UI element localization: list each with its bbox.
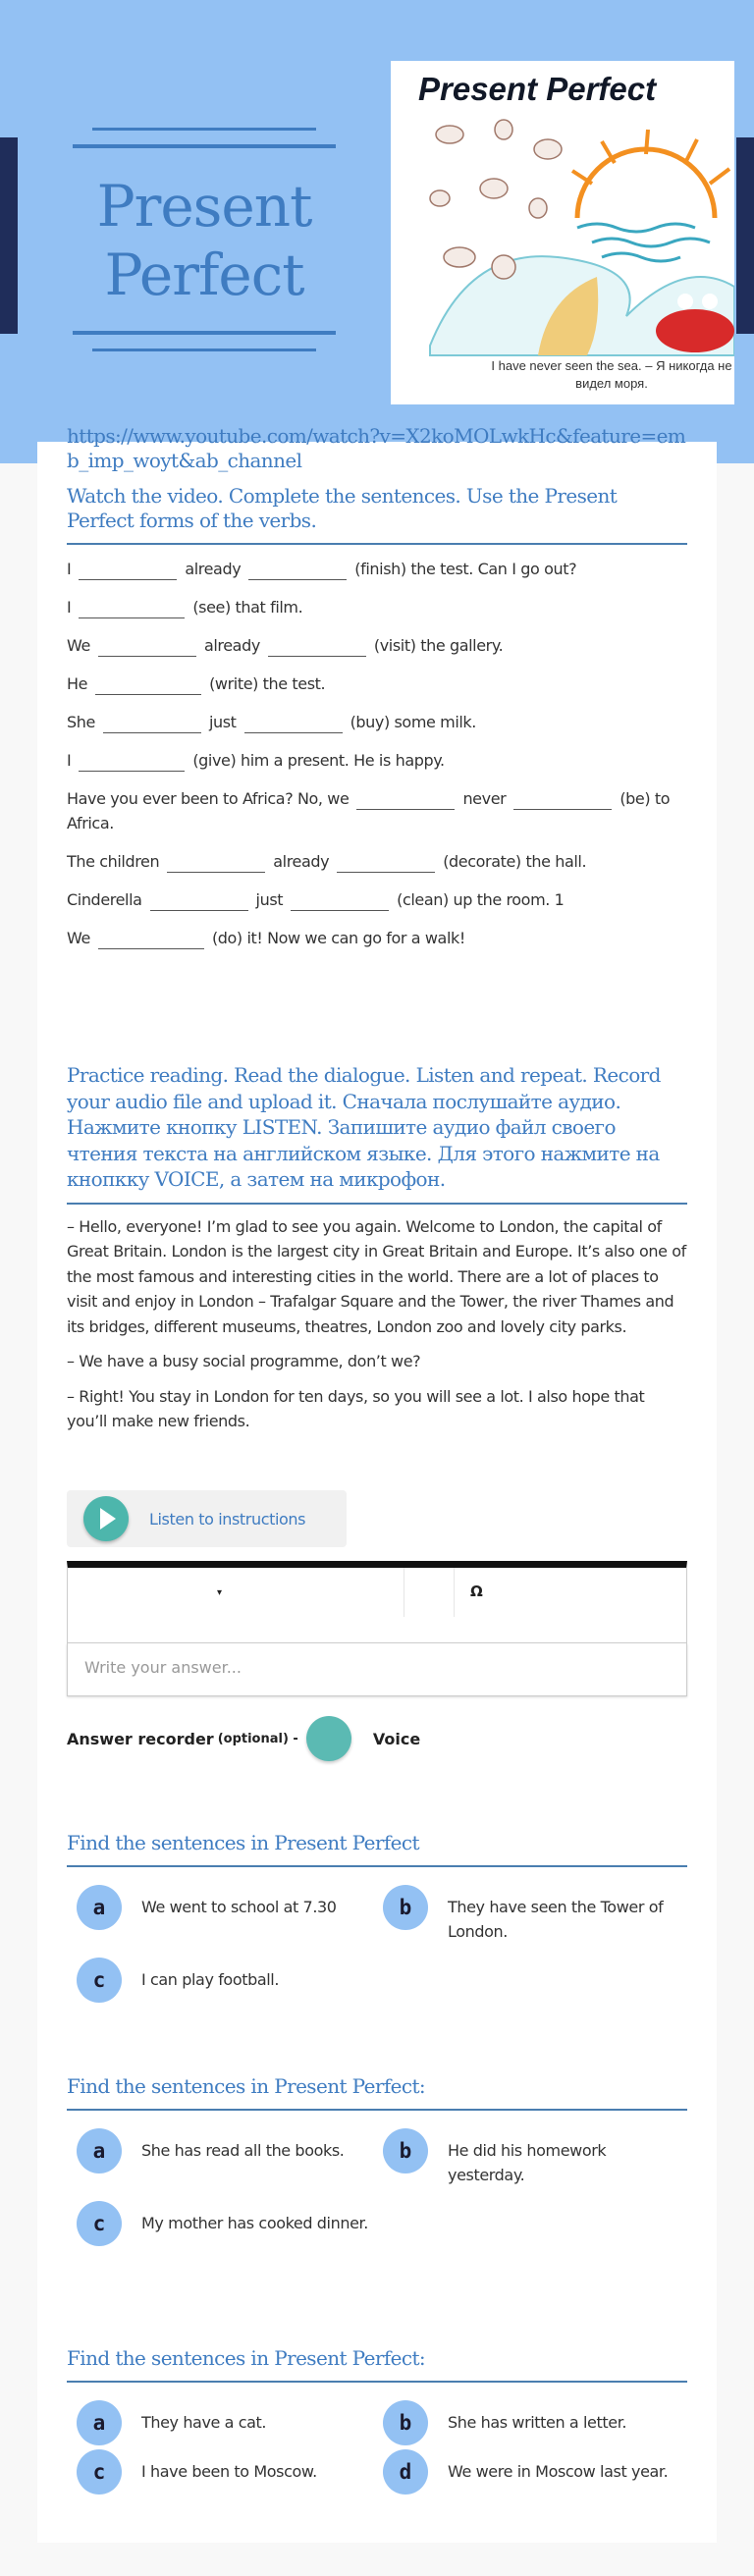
sentence-item — [67, 710, 687, 734]
sentence-text: already — [185, 560, 242, 578]
sentence-text: (finish) the test. Can I go out? — [354, 560, 577, 578]
recorder-optional: (optional) - — [217, 1731, 298, 1746]
hero-banner — [0, 0, 754, 463]
sea-illustration — [391, 61, 734, 404]
dialogue-line: – Right! You stay in London for ten days, so you will see a lot. I also hope that you’ll make new friends. — [67, 1386, 645, 1430]
sentence-text: just — [208, 713, 237, 731]
special-character-button[interactable]: Ω — [470, 1583, 483, 1600]
sentence-item — [67, 557, 687, 581]
task5-options — [67, 2400, 687, 2495]
answer-input[interactable]: Write your answer... — [67, 1643, 687, 1696]
blank-input[interactable] — [337, 853, 435, 873]
option-text: She has written a letter. — [448, 2413, 627, 2432]
option-letter-badge: b — [383, 2128, 428, 2174]
answer-option[interactable] — [373, 2449, 687, 2495]
sentence-text: (clean) up the room. 1 — [397, 890, 565, 909]
title-line: Present — [96, 173, 312, 240]
answer-option[interactable] — [67, 2449, 373, 2495]
blank-input[interactable] — [79, 561, 177, 580]
task3-section — [67, 1831, 687, 2003]
answer-option[interactable] — [67, 2128, 373, 2187]
option-text: My mother has cooked dinner. — [141, 2214, 368, 2232]
answer-option[interactable] — [67, 1885, 373, 1944]
sentence-text: He — [67, 674, 88, 693]
option-text: He did his homework yesterday. — [448, 2141, 607, 2184]
editor-toolbar — [67, 1561, 687, 1643]
task5-title: Find the sentences in Present Perfect: — [67, 2346, 426, 2370]
option-text: They have seen the Tower of London. — [448, 1898, 664, 1941]
sentence-text: (decorate) the hall. — [443, 852, 587, 871]
worksheet-title — [73, 128, 336, 351]
sentence-text: She — [67, 713, 95, 731]
option-text: They have a cat. — [141, 2413, 267, 2432]
recorder-label: Answer recorder — [67, 1729, 214, 1748]
sentence-list — [67, 557, 687, 950]
option-letter-badge: b — [383, 2400, 428, 2445]
option-text: We were in Moscow last year. — [448, 2462, 669, 2481]
sentence-item — [67, 887, 687, 912]
blank-input[interactable] — [95, 675, 201, 695]
title-line: Perfect — [104, 242, 304, 308]
sentence-text: I — [67, 598, 72, 617]
sentence-text: I — [67, 560, 72, 578]
divider — [92, 349, 316, 351]
sentence-text: already — [273, 852, 330, 871]
task4-section — [67, 2074, 687, 2246]
sentence-text: Cinderella — [67, 890, 142, 909]
answer-option[interactable] — [67, 1958, 373, 2003]
cover-title: Present Perfect — [418, 71, 657, 107]
decor-bar-left — [0, 137, 18, 334]
blank-input[interactable] — [98, 930, 204, 949]
option-text: We went to school at 7.30 — [141, 1898, 337, 1916]
task1-section — [67, 424, 687, 964]
sentence-text: We — [67, 636, 90, 655]
sentence-item — [67, 849, 687, 874]
answer-option[interactable] — [373, 2128, 687, 2187]
sentence-text: just — [255, 890, 284, 909]
option-text: She has read all the books. — [141, 2141, 345, 2160]
video-link[interactable]: https://www.youtube.com/watch?v=X2koMOLwkHc&feature=emb_imp_woyt&ab_channel — [67, 424, 686, 472]
answer-option[interactable] — [67, 2201, 373, 2246]
sentence-text: never — [462, 789, 507, 808]
sentence-item — [67, 595, 687, 619]
task2-section — [67, 1062, 687, 1444]
sentence-text: (be) to Africa. — [67, 789, 671, 832]
divider — [73, 331, 336, 335]
sentence-item — [67, 926, 687, 950]
sentence-item — [67, 748, 687, 773]
format-dropdown[interactable]: ▾ — [217, 1587, 223, 1598]
worksheet-card — [37, 424, 717, 2543]
sentence-text: already — [203, 636, 260, 655]
sentence-text: (see) that film. — [192, 598, 303, 617]
sentence-text: (do) it! Now we can go for a walk! — [211, 929, 465, 947]
blank-input[interactable] — [248, 561, 347, 580]
task4-options — [67, 2128, 687, 2246]
voice-label: Voice — [372, 1729, 421, 1748]
dialogue-text — [67, 1214, 687, 1434]
decor-bar-right — [736, 137, 754, 334]
option-letter-badge: d — [383, 2449, 428, 2495]
divider — [67, 543, 687, 545]
answer-option[interactable] — [373, 2400, 687, 2445]
divider — [73, 144, 336, 148]
blank-input[interactable] — [150, 891, 248, 911]
blank-input[interactable] — [98, 637, 196, 657]
answer-option[interactable] — [67, 2400, 373, 2445]
dialogue-line: – Hello, everyone! I’m glad to see you again. Welcome to London, the capital of Great Britain. London is the largest city in Great Britain and Europe. It’s also one of the most famous and interesting cities in the world. There are a lot of places to visit and enjoy in London – Trafalgar Square and the Tower, the river Thames and its bridges, different museums, theatres, London zoo and lovely city parks. — [67, 1216, 686, 1336]
option-text: I can play football. — [141, 1970, 280, 1989]
divider — [67, 2109, 687, 2111]
blank-input[interactable] — [244, 714, 343, 733]
answer-option[interactable] — [373, 1885, 687, 1944]
answer-editor — [67, 1561, 687, 1696]
sentence-text: The children — [67, 852, 160, 871]
sentence-text: I — [67, 751, 72, 770]
divider — [92, 128, 316, 131]
cover-caption: I have never seen the sea. – Я никогда не видел моря. — [491, 358, 732, 391]
divider — [67, 1203, 687, 1205]
option-letter-badge: c — [77, 2201, 122, 2246]
task3-options — [67, 1885, 687, 2003]
option-letter-badge: c — [77, 1958, 122, 2003]
blank-input[interactable] — [103, 714, 201, 733]
blank-input[interactable] — [79, 752, 185, 772]
option-letter-badge: a — [77, 2128, 122, 2174]
divider — [454, 1568, 455, 1617]
option-letter-badge: a — [77, 2400, 122, 2445]
task1-instruction: Watch the video. Complete the sentences. Use the Present Perfect forms of the verbs. — [67, 484, 618, 532]
blank-input[interactable] — [79, 599, 185, 618]
sentence-text: (write) the test. — [209, 674, 326, 693]
sentence-text: (visit) the gallery. — [373, 636, 504, 655]
listen-label: Listen to instructions — [149, 1509, 306, 1529]
play-icon — [83, 1496, 129, 1541]
task5-section — [67, 2346, 687, 2495]
option-text: I have been to Moscow. — [141, 2462, 317, 2481]
task2-instruction: Practice reading. Read the dialogue. Listen and repeat. Record your audio file and upload it. Сначала послушайте аудио. Нажмите кнопку LISTEN. Запишите аудио файл своего чтения текста на английском языке. Для этого нажмите на кнопкку VOICE, а затем на микрофон. — [67, 1063, 661, 1191]
blank-input[interactable] — [513, 790, 612, 810]
task4-title: Find the sentences in Present Perfect: — [67, 2074, 426, 2098]
sentence-text: Have you ever been to Africa? No, we — [67, 789, 350, 808]
sentence-item — [67, 633, 687, 658]
blank-input[interactable] — [356, 790, 455, 810]
divider — [67, 1865, 687, 1867]
option-letter-badge: b — [383, 1885, 428, 1930]
voice-record-button[interactable] — [306, 1716, 351, 1761]
dialogue-line: – We have a busy social programme, don’t we? — [67, 1352, 421, 1370]
sentence-text: (give) him a present. He is happy. — [192, 751, 445, 770]
option-letter-badge: c — [77, 2449, 122, 2495]
divider — [67, 2381, 687, 2383]
blank-input[interactable] — [167, 853, 265, 873]
sentence-item — [67, 671, 687, 696]
option-letter-badge: a — [77, 1885, 122, 1930]
sentence-text: We — [67, 929, 90, 947]
blank-input[interactable] — [268, 637, 366, 657]
blank-input[interactable] — [291, 891, 389, 911]
sentence-item — [67, 786, 687, 835]
sentence-text: (buy) some milk. — [350, 713, 476, 731]
answer-recorder — [67, 1716, 420, 1761]
cover-image — [391, 61, 734, 404]
task3-title: Find the sentences in Present Perfect — [67, 1831, 419, 1854]
listen-instructions-button[interactable] — [67, 1490, 347, 1547]
